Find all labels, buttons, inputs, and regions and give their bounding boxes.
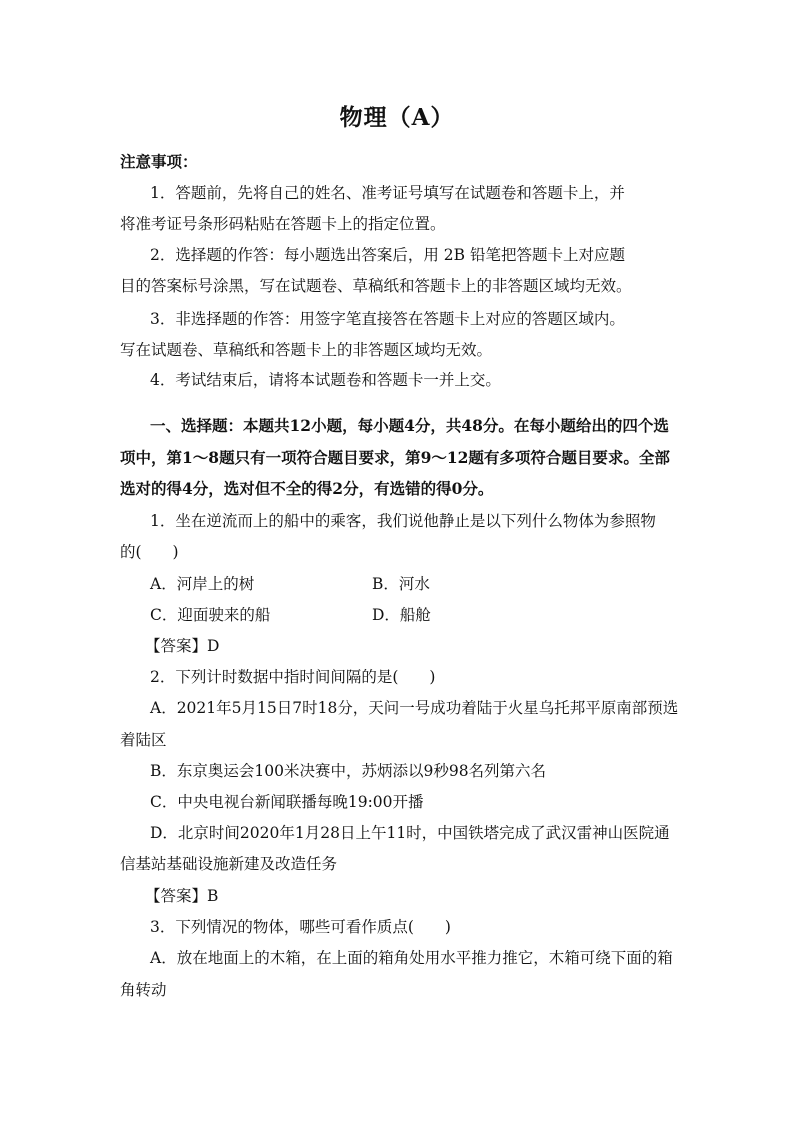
section-heading-line: 项中，第1～8题只有一项符合题目要求，第9～12题有多项符合题目要求。全部 bbox=[120, 448, 670, 467]
question-2-answer: 【答案】B bbox=[145, 887, 219, 905]
section-heading-line: 一、选择题：本题共12小题，每小题4分，共48分。在每小题给出的四个选 bbox=[150, 416, 669, 435]
question-2-stem: 2．下列计时数据中指时间间隔的是( ) bbox=[150, 668, 436, 686]
question-1-stem: 1．坐在逆流而上的船中的乘客，我们说他静止是以下列什么物体为参照物 bbox=[150, 512, 656, 530]
question-1-stem: 的( ) bbox=[120, 543, 179, 561]
question-2-option-b: B．东京奥运会100米决赛中，苏炳添以9秒98名列第六名 bbox=[150, 762, 547, 780]
question-1-answer: 【答案】D bbox=[145, 637, 220, 655]
notice-line: 目的答案标号涂黑，写在试题卷、草稿纸和答题卡上的非答题区域均无效。 bbox=[120, 277, 632, 295]
notice-line: 写在试题卷、草稿纸和答题卡上的非答题区域均无效。 bbox=[120, 341, 493, 359]
question-2-option-d: D．北京时间2020年1月28日上午11时，中国铁塔完成了武汉雷神山医院通 bbox=[150, 824, 670, 842]
notice-line: 3．非选择题的作答：用签字笔直接答在答题卡上对应的答题区域内。 bbox=[150, 310, 625, 328]
notice-line: 1．答题前，先将自己的姓名、准考证号填写在试题卷和答题卡上，并 bbox=[150, 184, 625, 202]
question-2-option-a-cont: 着陆区 bbox=[120, 731, 167, 749]
section-heading-line: 选对的得4分，选对但不全的得2分，有选错的得0分。 bbox=[120, 479, 494, 498]
question-1-option-d: D．船舱 bbox=[372, 606, 431, 624]
question-3-stem: 3．下列情况的物体，哪些可看作质点( ) bbox=[150, 918, 451, 936]
question-3-option-a-cont: 角转动 bbox=[120, 981, 167, 999]
question-1-option-c: C．迎面驶来的船 bbox=[150, 606, 271, 624]
question-1-option-a: A．河岸上的树 bbox=[150, 575, 255, 593]
question-3-option-a: A．放在地面上的木箱，在上面的箱角处用水平推力推它，木箱可绕下面的箱 bbox=[150, 949, 673, 967]
notice-heading: 注意事项： bbox=[120, 152, 198, 171]
notice-line: 4．考试结束后，请将本试题卷和答题卡一并上交。 bbox=[150, 371, 501, 389]
question-2-option-c: C．中央电视台新闻联播每晚19:00开播 bbox=[150, 793, 424, 811]
page-title: 物理（A） bbox=[339, 104, 455, 131]
notice-line: 2．选择题的作答：每小题选出答案后，用 2B 铅笔把答题卡上对应题 bbox=[150, 246, 625, 264]
question-2-option-d-cont: 信基站基础设施新建及改造任务 bbox=[120, 855, 338, 873]
question-2-option-a: A．2021年5月15日7时18分，天问一号成功着陆于火星乌托邦平原南部预选 bbox=[150, 699, 679, 717]
question-1-option-b: B．河水 bbox=[372, 575, 430, 593]
notice-line: 将准考证号条形码粘贴在答题卡上的指定位置。 bbox=[120, 215, 446, 233]
